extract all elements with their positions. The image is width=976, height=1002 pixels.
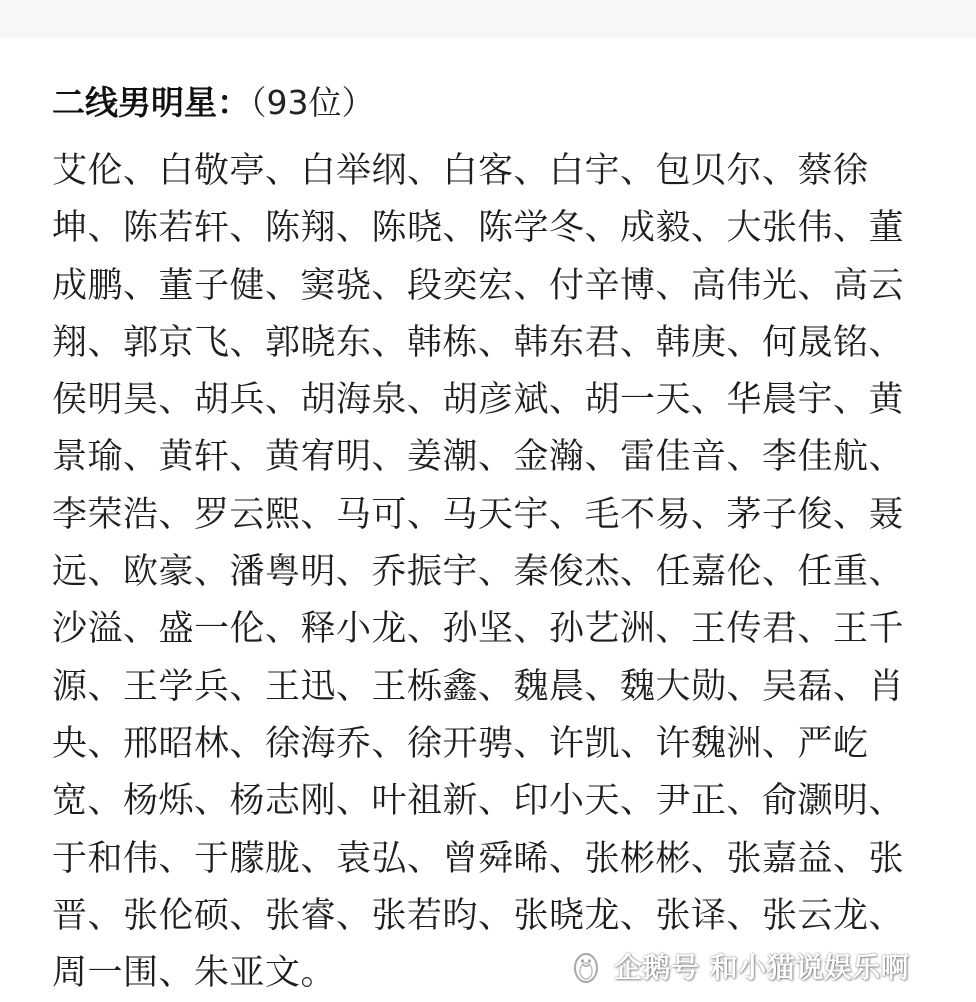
page-heading bbox=[52, 78, 375, 128]
heading-title: 二线男明星： bbox=[52, 83, 250, 122]
name-list-paragraph: 艾伦、白敬亭、白举纲、白客、白宇、包贝尔、蔡徐坤、陈若轩、陈翔、陈晓、陈学冬、成毅、大张伟、董成鹏、董子健、窦骁、段奕宏、付辛博、高伟光、高云翔、郭京飞、郭晓东、韩栋、韩东君、韩庚、何晟铭、侯明昊、胡兵、胡海泉、胡彦斌、胡一天、华晨宇、黄景瑜、黄轩、黄宥明、姜潮、金瀚、雷佳音、李佳航、李荣浩、罗云熙、马可、马天宇、毛不易、茅子俊、聂远、欧豪、潘粤明、乔振宇、秦俊杰、任嘉伦、任重、沙溢、盛一伦、释小龙、孙坚、孙艺洲、王传君、王千源、王学兵、王迅、王栎鑫、魏晨、魏大勋、吴磊、肖央、邢昭林、徐海乔、徐开骋、许凯、许魏洲、严屹宽、杨烁、杨志刚、叶祖新、印小天、尹正、俞灏明、于和伟、于朦胧、袁弘、曾舜晞、张彬彬、张嘉益、张晋、张伦硕、张睿、张若昀、张晓龙、张译、张云龙、周一围、朱亚文。 bbox=[52, 151, 905, 994]
watermark bbox=[566, 944, 909, 988]
top-strip bbox=[0, 0, 976, 38]
heading-count: （93位） bbox=[250, 83, 375, 122]
penguin-logo-icon bbox=[566, 946, 606, 986]
watermark-text: 企鹅号 和小猫说娱乐啊 bbox=[614, 951, 910, 984]
